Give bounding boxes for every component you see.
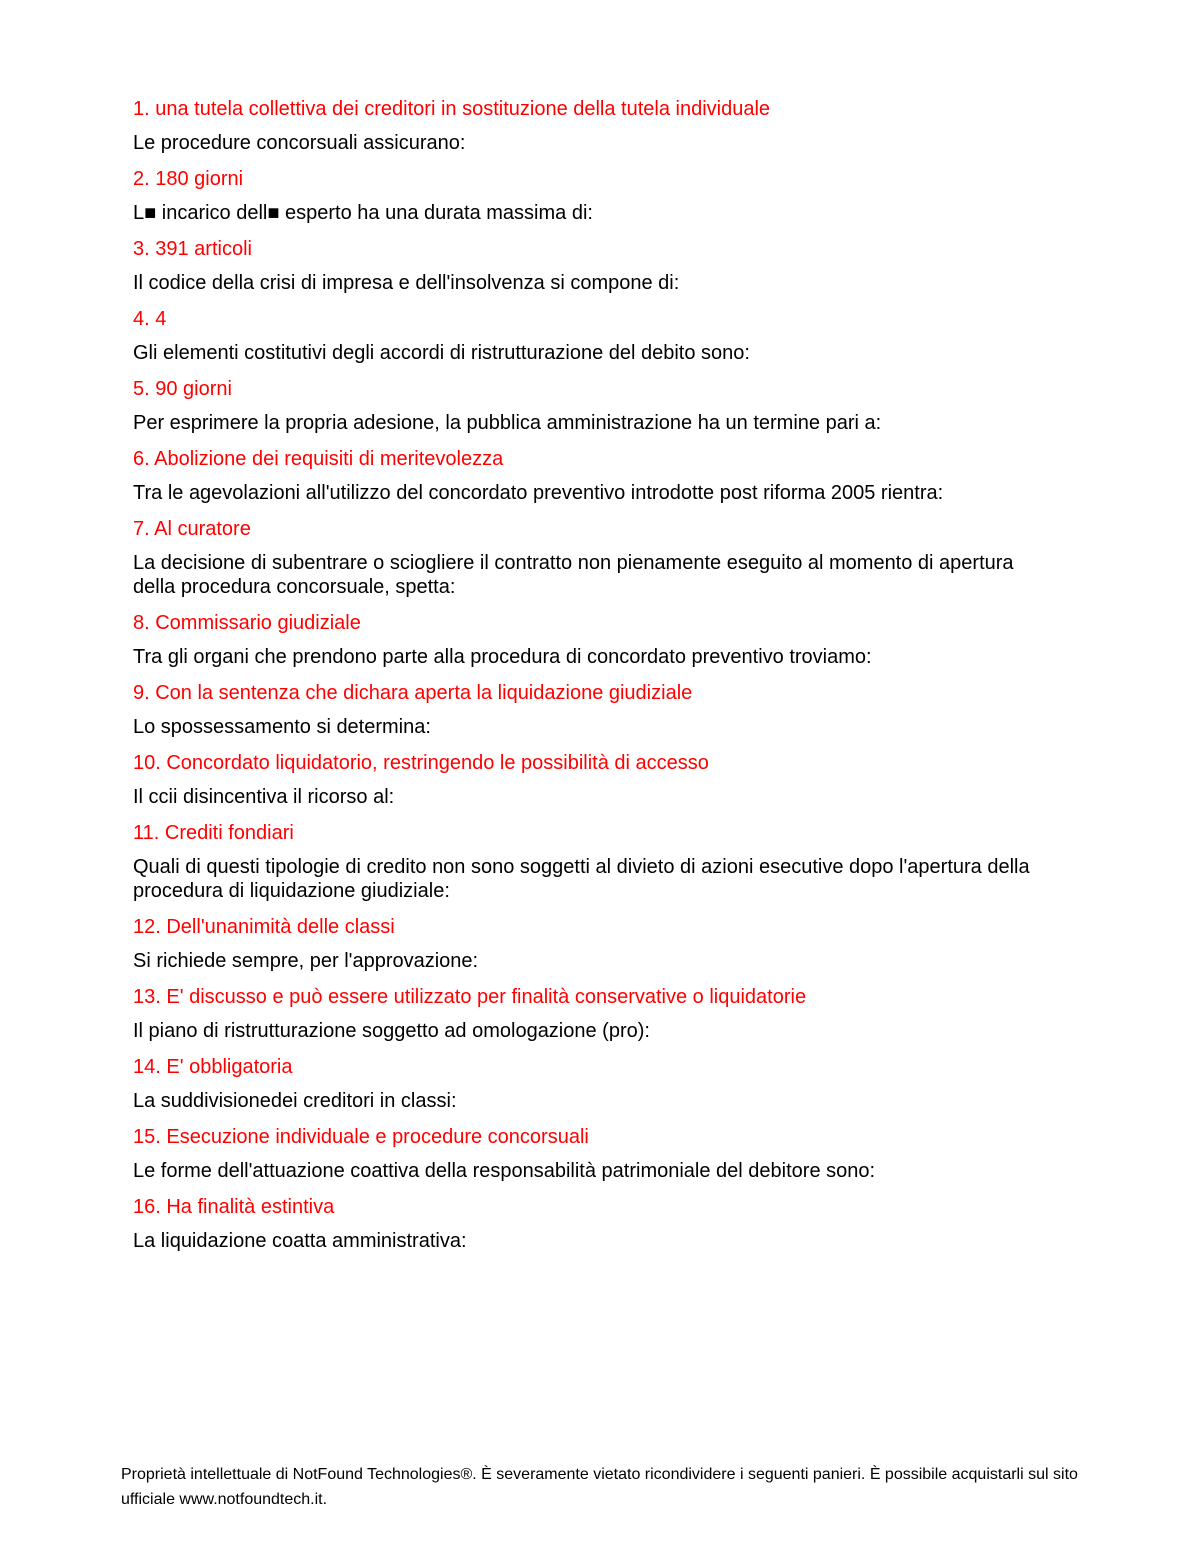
answer-text: 6. Abolizione dei requisiti di meritevolezza — [133, 448, 504, 470]
qa-item-14 — [133, 1055, 1053, 1113]
qa-item-11 — [133, 821, 1053, 903]
question-text: Per esprimere la propria adesione, la pubblica amministrazione ha un termine pari a: — [133, 412, 882, 434]
answer-text: 2. 180 giorni — [133, 168, 244, 190]
qa-item-7 — [133, 517, 1053, 599]
qa-item-5 — [133, 377, 1053, 435]
question-text: Tra gli organi che prendono parte alla procedura di concordato preventivo troviamo: — [133, 646, 872, 668]
question-text: Quali di questi tipologie di credito non sono soggetti al divieto di azioni esecutive dopo l'apertura della procedura di liquidazione giudiziale: — [133, 856, 1030, 902]
answer-text: 11. Crediti fondiari — [133, 822, 294, 844]
qa-item-16 — [133, 1195, 1053, 1253]
qa-item-9 — [133, 681, 1053, 739]
answer-text: 7. Al curatore — [133, 518, 251, 540]
answer-text: 12. Dell'unanimità delle classi — [133, 916, 395, 938]
question-text: Le forme dell'attuazione coattiva della responsabilità patrimoniale del debitore sono: — [133, 1160, 876, 1182]
qa-item-2 — [133, 167, 1053, 225]
question-text: Il codice della crisi di impresa e dell'insolvenza si compone di: — [133, 272, 680, 294]
copyright-footer: Proprietà intellettuale di NotFound Technologies®. È severamente vietato ricondividere i seguenti panieri. È possibile acquistarli sul sito ufficiale www.notfoundtech.it. — [121, 1466, 1078, 1508]
qa-item-10 — [133, 751, 1053, 809]
question-text: Le procedure concorsuali assicurano: — [133, 132, 466, 154]
qa-item-13 — [133, 985, 1053, 1043]
answer-text: 9. Con la sentenza che dichara aperta la liquidazione giudiziale — [133, 682, 693, 704]
qa-item-1 — [133, 97, 1053, 155]
qa-list — [133, 97, 1053, 1265]
question-text: Tra le agevolazioni all'utilizzo del concordato preventivo introdotte post riforma 2005 rientra: — [133, 482, 944, 504]
question-text: La suddivisionedei creditori in classi: — [133, 1090, 457, 1112]
answer-text: 13. E' discusso e può essere utilizzato per finalità conservative o liquidatorie — [133, 986, 807, 1008]
question-text: Il piano di ristrutturazione soggetto ad omologazione (pro): — [133, 1020, 650, 1042]
qa-item-4 — [133, 307, 1053, 365]
question-text: La liquidazione coatta amministrativa: — [133, 1230, 467, 1252]
question-text: Lo spossessamento si determina: — [133, 716, 431, 738]
question-text: Gli elementi costitutivi degli accordi di ristrutturazione del debito sono: — [133, 342, 750, 364]
answer-text: 5. 90 giorni — [133, 378, 232, 400]
answer-text: 8. Commissario giudiziale — [133, 612, 361, 634]
question-text: Il ccii disincentiva il ricorso al: — [133, 786, 395, 808]
question-text: L■ incarico dell■ esperto ha una durata massima di: — [133, 202, 593, 224]
qa-item-12 — [133, 915, 1053, 973]
qa-item-6 — [133, 447, 1053, 505]
qa-item-3 — [133, 237, 1053, 295]
answer-text: 16. Ha finalità estintiva — [133, 1196, 335, 1218]
answer-text: 1. una tutela collettiva dei creditori in sostituzione della tutela individuale — [133, 98, 771, 120]
answer-text: 14. E' obbligatoria — [133, 1056, 293, 1078]
answer-text: 10. Concordato liquidatorio, restringendo le possibilità di accesso — [133, 752, 709, 774]
answer-text: 4. 4 — [133, 308, 167, 330]
question-text: Si richiede sempre, per l'approvazione: — [133, 950, 479, 972]
qa-item-8 — [133, 611, 1053, 669]
answer-text: 3. 391 articoli — [133, 238, 252, 260]
question-text: La decisione di subentrare o sciogliere il contratto non pienamente eseguito al momento di apertura della procedura concorsuale, spetta: — [133, 552, 1014, 598]
qa-item-15 — [133, 1125, 1053, 1183]
answer-text: 15. Esecuzione individuale e procedure concorsuali — [133, 1126, 589, 1148]
